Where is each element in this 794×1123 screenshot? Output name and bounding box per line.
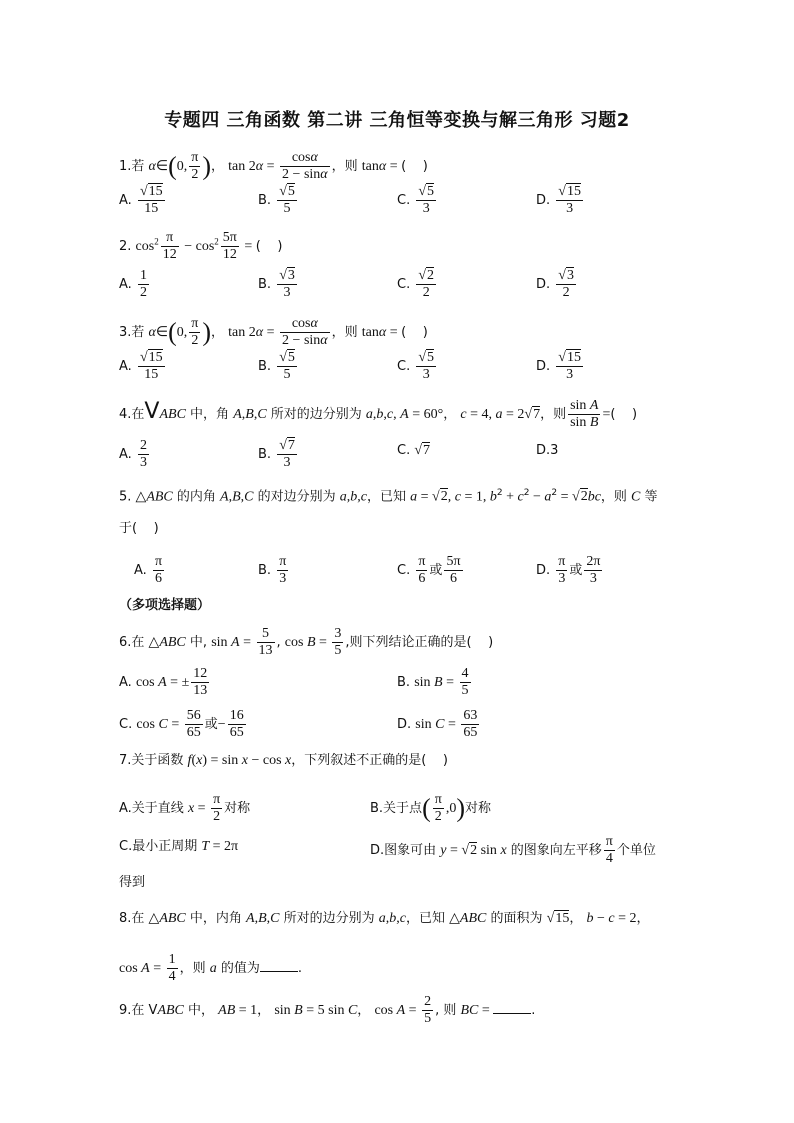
q1-option-d: D. $\frac{√15}{3}$ [536,184,581,216]
q1-option-c: C. $\frac{√5}{3}$ [397,184,435,216]
question-5: 5. △ABC 的内角 A,B,C 的对边分别为 a,b,c，已知 a = √2, c = 1, $b^2 + c^2 - a^2 = √2bc$，则 C 等 [119,488,658,505]
q2-option-d: D. $\frac{√3}{2}$ [536,268,574,300]
q6-option-c: C. cos C = $\frac{56}{65}$ 或− $\frac{16}{65}$ [119,708,244,740]
q7-option-d-cont: 得到 [119,875,146,890]
question-2: 2. $\cos^2$ $\frac{\pi}{12}$ − $\cos^2$ $\frac{5\pi}{12}$ = ( ) [119,230,283,262]
q6-option-b: B. sin B = $\frac{4}{5}$ [397,666,469,698]
q7-option-d: D.图象可由 y = √2 sin x 的图象向左平移 $\frac{\pi}{4}$ 个单位 [370,834,656,866]
question-8-cont: cos A = $\frac{1}{4}$ ，则 a 的值为 . [119,952,303,984]
question-9: 9.在 VABC 中， AB = 1， sin B = 5 sin C， cos A = $\frac{2}{5}$ , 则 BC = . [119,994,536,1026]
q7-option-a: A.关于直线 x = $\frac{\pi}{2}$ 对称 [119,792,251,824]
question-8: 8.在 △ABC 中，内角 A,B,C 所对的边分别为 a,b,c，已知 △ABC 的面积为 √15， b − c = 2， [119,911,650,926]
question-3: 3.若 α∈(0, $\frac{\pi}{2}$ )， tan 2α = $\frac{\cos\alpha}{2 - \sin\alpha}$ ，则 tanα = ( ) [119,316,428,348]
question-4: 4.在VABC 中，角 A,B,C 所对的边分别为 a,b,c, A = 60°， c = 4, a = 2√7，则 $\frac{\text{sin A}}{\text{sin B}}$ =( ) [119,398,638,430]
q7-option-c: C.最小正周期 T = 2π [119,839,239,854]
section-multi-choice: （多项选择题） [119,598,211,613]
q4-option-c: C. √7 [397,443,431,458]
question-7: 7.关于函数 f(x) = sin x − cos x，下列叙述不正确的是( ) [119,753,448,768]
answer-blank[interactable] [493,1013,531,1014]
q6-option-d: D. sin C = $\frac{63}{65}$ [397,708,478,740]
q3-option-c: C. $\frac{√5}{3}$ [397,350,435,382]
q2-option-c: C. $\frac{√2}{2}$ [397,268,435,300]
q5-option-c: C. $\frac{\pi}{6}$ 或 $\frac{5\pi}{6}$ [397,554,461,586]
q3-option-d: D. $\frac{√15}{3}$ [536,350,581,382]
q7-option-b: B.关于点( $\frac{\pi}{2}$ ,0)对称 [370,792,491,824]
q2-option-b: B. $\frac{√3}{3}$ [258,268,295,300]
q5-option-a: A. $\frac{\pi}{6}$ [134,554,163,586]
q4-option-d: D.3 [536,443,559,458]
q5-option-d: D. $\frac{\pi}{3}$ 或 $\frac{2\pi}{3}$ [536,554,601,586]
answer-blank[interactable] [260,971,298,972]
question-5-cont: 于( ) [119,521,159,536]
q1-option-a: A. $\frac{√15}{15}$ [119,184,163,216]
q3-option-a: A. $\frac{√15}{15}$ [119,350,163,382]
question-1: 1.若 α∈(0, $\frac{\pi}{2}$ )， tan 2α = $\frac{\cos\alpha}{2 - \sin\alpha}$ ，则 tanα = ( ) [119,150,428,182]
page-title: 专题四 三角函数 第二讲 三角恒等变换与解三角形 习题2 [164,110,630,131]
q3-option-b: B. $\frac{√5}{5}$ [258,350,295,382]
q2-option-a: A. $\frac{1}{2}$ [119,268,147,300]
q4-option-b: B. $\frac{√7}{3}$ [258,438,295,470]
q4-option-a: A. $\frac{2}{3}$ [119,438,147,470]
question-6: 6.在 △ABC 中, sin A = $\frac{5}{13}$ , cos B = $\frac{3}{5}$ ,则下列结论正确的是( ) [119,626,494,658]
q5-option-b: B. $\frac{\pi}{3}$ [258,554,287,586]
q1-option-b: B. $\frac{√5}{5}$ [258,184,295,216]
q6-option-a: A. cos A = ± $\frac{12}{13}$ [119,666,208,698]
